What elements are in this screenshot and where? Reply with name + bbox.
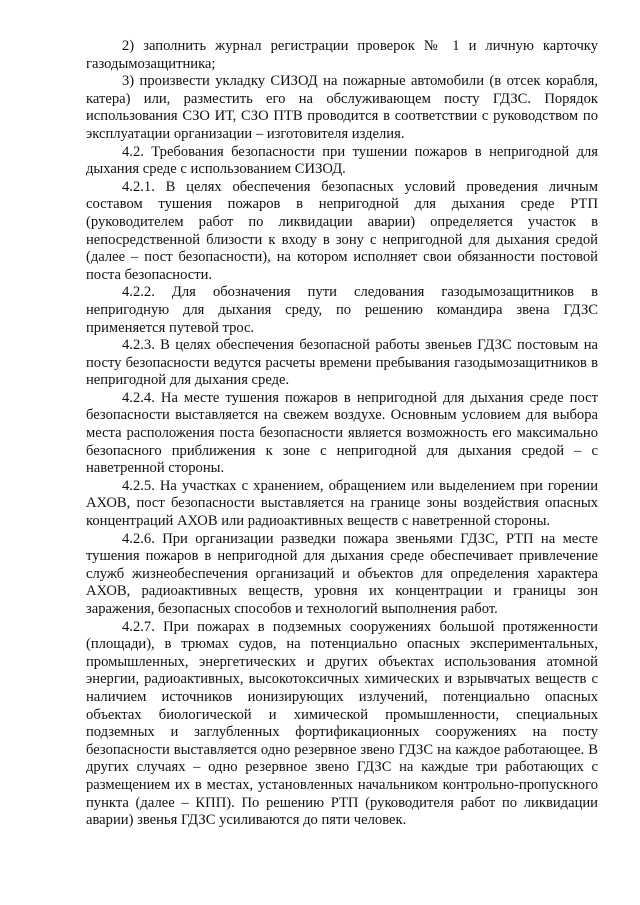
paragraph-4-2-3: 4.2.3. В целях обеспечения безопасной работы звеньев ГДЗС постовым на посту безопасности ведутся расчеты времени пребывания газодымозащитников в непригодной для дыхания среде. — [86, 337, 598, 389]
paragraph-4-2-1: 4.2.1. В целях обеспечения безопасных условий проведения личным составом тушения пожаров в непригодной для дыхания среде РТП (руководителем работ по ликвидации аварии) определяется участок в непосредственной близости к входу в зону с непригодной для дыхания средой (далее – пост безопасности), на котором исполняет свои обязанности постовой поста безопасности. — [86, 178, 598, 283]
paragraph-item-2: 2) заполнить журнал регистрации проверок № 1 и личную карточку газодымозащитника; — [86, 38, 598, 72]
paragraph-4-2-4: 4.2.4. На месте тушения пожаров в непригодной для дыхания среде пост безопасности выставляется на свежем воздухе. Основным условием для выбора места расположения поста безопасности является возможность его максимально безопасного приближения к зоне с непригодной для дыхания средой – с наветренной стороны. — [86, 389, 598, 477]
section-4-2-heading: 4.2. Требования безопасности при тушении пожаров в непригодной для дыхания среде с использованием СИЗОД. — [86, 143, 598, 178]
paragraph-4-2-7: 4.2.7. При пожарах в подземных сооружениях большой протяженности (площади), в трюмах судов, на потенциально опасных экспериментальных, промышленных, энергетических и других объектах использования атомной энергии, радиоактивных, высокотоксичных химических и взрывчатых веществ с наличием источников ионизирующих излучений, потенциально опасных объектах биологической и химической промышленности, специальных подземных и заглубленных фортификационных сооружениях на посту безопасности выставляется одно резервное звено ГДЗС на каждое работающее. В других случаях – одно резервное звено ГДЗС на каждые три работающих с размещением их в местах, установленных начальником контрольно-пропускного пункта (далее – КПП). По решению РТП (руководителя работ по ликвидации аварии) звенья ГДЗС усиливаются до пяти человек. — [86, 618, 598, 829]
paragraph-4-2-6: 4.2.6. При организации разведки пожара звеньями ГДЗС, РТП на месте тушения пожаров в непригодной для дыхания среде обеспечивает привлечение служб жизнеобеспечения организаций и объектов для определения характера АХОВ, радиоактивных веществ, уровня их концентрации и границы зон заражения, безопасных способов и технологий выполнения работ. — [86, 530, 598, 617]
paragraph-item-3: 3) произвести укладку СИЗОД на пожарные автомобили (в отсек корабля, катера) или, разместить его на обслуживающем посту ГДЗС. Порядок использования СЗО ИТ, СЗО ПТВ проводится в соответствии с руководством по эксплуатации организации – изготовителя изделия. — [86, 73, 598, 142]
paragraph-4-2-2: 4.2.2. Для обозначения пути следования газодымозащитников в непригодную для дыхания среду, по решению командира звена ГДЗС применяется путевой трос. — [86, 284, 598, 336]
document-page — [86, 38, 598, 830]
paragraph-4-2-5: 4.2.5. На участках с хранением, обращением или выделением при горении АХОВ, пост безопасности выставляется на границе зоны воздействия опасных концентраций АХОВ или радиоактивных веществ с наветренной стороны. — [86, 477, 598, 530]
